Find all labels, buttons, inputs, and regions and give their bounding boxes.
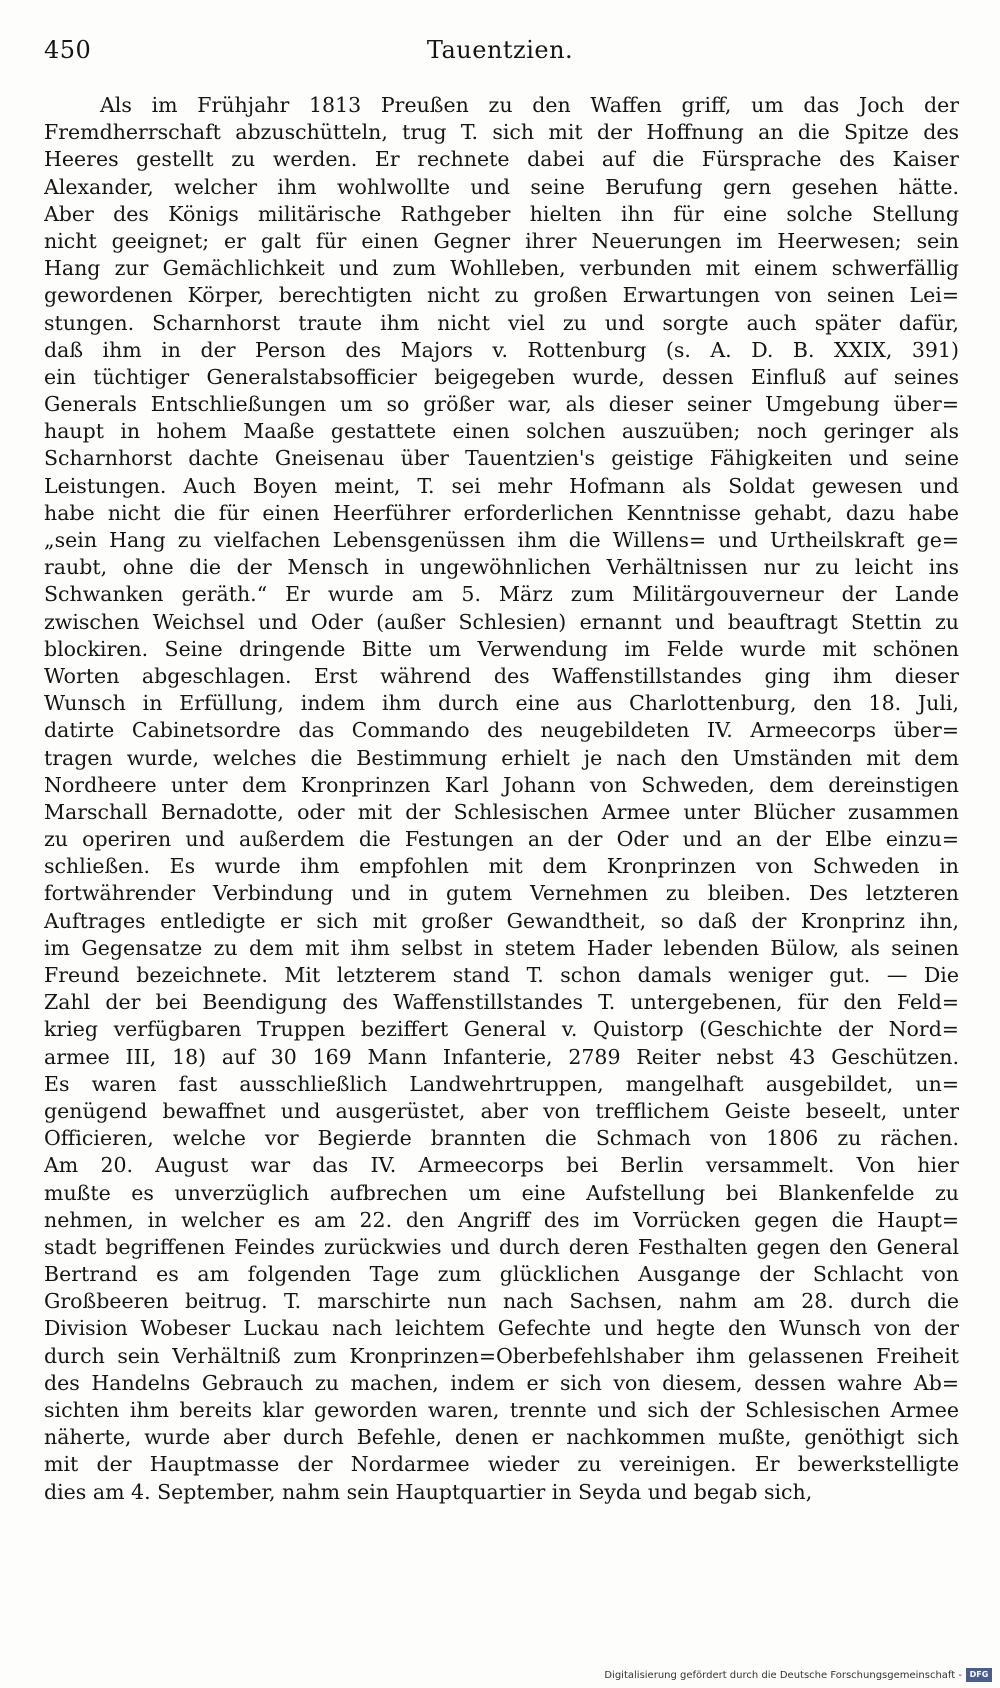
body-text (44, 92, 959, 1506)
text-line: genügend bewaffnet und ausgerüstet, aber von trefflichem Geiste beseelt, unter (44, 1098, 959, 1123)
text-line: Wunsch in Erfüllung, indem ihm durch eine aus Charlottenburg, den 18. Juli, (44, 691, 959, 716)
text-line: Zahl der bei Beendigung des Waffenstillstandes T. untergebenen, für den Feld= (44, 990, 959, 1015)
text-line: Worten abgeschlagen. Erst während des Waffenstillstandes ging ihm dieser (44, 663, 959, 688)
text-line: Alexander, welcher ihm wohlwollte und seine Berufung gern gesehen hätte. (44, 174, 959, 199)
text-line: armee III, 18) auf 30 169 Mann Infanterie, 2789 Reiter nebst 43 Geschützen. (44, 1044, 959, 1069)
text-line: durch sein Verhältniß zum Kronprinzen=Oberbefehlshaber ihm gelassenen Freiheit (44, 1343, 959, 1368)
text-line: raubt, ohne die der Mensch in ungewöhnlichen Verhältnissen nur zu leicht ins (44, 555, 959, 580)
text-line: schließen. Es wurde ihm empfohlen mit dem Kronprinzen von Schweden in (44, 854, 959, 879)
text-line: stadt begriffenen Feindes zurückwies und durch deren Festhalten gegen den General (44, 1234, 959, 1259)
text-line: Großbeeren beitrug. T. marschirte nun nach Sachsen, nahm am 28. durch die (44, 1289, 959, 1314)
text-line: stungen. Scharnhorst traute ihm nicht viel zu und sorgte auch später dafür, (44, 310, 959, 335)
text-line: zu operiren und außerdem die Festungen an der Oder und an der Elbe einzu= (44, 827, 959, 852)
text-line: Freund bezeichnete. Mit letzterem stand T. schon damals weniger gut. — Die (44, 963, 959, 987)
text-line: Marschall Bernadotte, oder mit der Schlesischen Armee unter Blücher zusammen (44, 799, 959, 824)
text-line: mußte es unverzüglich aufbrechen um eine Aufstellung bei Blankenfelde zu (44, 1180, 959, 1205)
credit-text: Digitalisierung gefördert durch die Deutsche Forschungsgemeinschaft - (604, 1669, 962, 1681)
text-line: Auftrages entledigte er sich mit großer Gewandtheit, so daß der Kronprinz ihn, (44, 908, 959, 933)
text-line: im Gegensatze zu dem mit ihm selbst in stetem Hader lebenden Bülow, als seinen (44, 935, 959, 960)
text-line: dies am 4. September, nahm sein Hauptquartier in Seyda und begab sich, (44, 1479, 813, 1504)
text-line: ein tüchtiger Generalstabsofficier beigegeben wurde, dessen Einfluß auf seines (44, 364, 959, 389)
text-line: zwischen Weichsel und Oder (außer Schlesien) ernannt und beauftragt Stettin zu (44, 609, 959, 634)
text-line: Fremdherrschaft abzuschütteln, trug T. sich mit der Hoffnung an die Spitze des (44, 120, 959, 145)
text-line: sichten ihm bereits klar geworden waren, trennte und sich der Schlesischen Armee (44, 1398, 959, 1422)
text-line: Officieren, welche vor Begierde brannten die Schmach von 1806 zu rächen. (44, 1126, 959, 1151)
running-title: Tauentzien. (426, 36, 574, 64)
text-line: Aber des Königs militärische Rathgeber hielten ihn für eine solche Stellung (44, 201, 959, 226)
text-line: Heeres gestellt zu werden. Er rechnete dabei auf die Fürsprache des Kaiser (44, 147, 959, 172)
dfg-logo: DFG (966, 1668, 992, 1682)
text-line: Division Wobeser Luckau nach leichtem Gefechte und hegte den Wunsch von der (44, 1316, 959, 1341)
text-line: näherte, wurde aber durch Befehle, denen er nachkommen mußte, genöthigt sich (44, 1425, 959, 1450)
text-line: Nordheere unter dem Kronprinzen Karl Johann von Schweden, dem dereinstigen (44, 772, 959, 797)
text-line: datirte Cabinetsordre das Commando des neugebildeten IV. Armeecorps über= (44, 718, 959, 743)
text-line: Scharnhorst dachte Gneisenau über Tauentzien's geistige Fähigkeiten und seine (44, 446, 959, 471)
text-line: nicht geeignet; er galt für einen Gegner ihrer Neuerungen im Heerwesen; sein (44, 228, 959, 253)
text-line: gewordenen Körper, berechtigten nicht zu großen Erwartungen von seinen Lei= (44, 283, 959, 308)
text-line: Leistungen. Auch Boyen meint, T. sei mehr Hofmann als Soldat gewesen und (44, 473, 959, 498)
text-line: habe nicht die für einen Heerführer erforderlichen Kenntnisse gehabt, dazu habe (44, 500, 959, 525)
text-line: fortwährender Verbindung und in gutem Vernehmen zu bleiben. Des letzteren (44, 881, 959, 906)
text-line: haupt in hohem Maaße gestattete einen solchen auszuüben; noch geringer als (44, 419, 959, 444)
text-line: daß ihm in der Person des Majors v. Rottenburg (s. A. D. B. XXIX, 391) (44, 337, 959, 362)
page-number: 450 (44, 36, 92, 64)
text-line: Generals Entschließungen um so größer war, als dieser seiner Umgebung über= (44, 392, 959, 417)
text-line: Bertrand es am folgenden Tage zum glücklichen Ausgange der Schlacht von (44, 1262, 959, 1287)
text-line: tragen wurde, welches die Bestimmung erhielt je nach den Umständen mit dem (44, 745, 959, 770)
text-line: Es waren fast ausschließlich Landwehrtruppen, mangelhaft ausgebildet, un= (44, 1071, 959, 1096)
text-line: nehmen, in welcher es am 22. den Angriff des im Vorrücken gegen die Haupt= (44, 1207, 959, 1232)
text-line: krieg verfügbaren Truppen beziffert General v. Quistorp (Geschichte der Nord= (44, 1017, 959, 1042)
digitization-credit (604, 1668, 992, 1682)
text-line: Als im Frühjahr 1813 Preußen zu den Waffen griff, um das Joch der (100, 93, 959, 117)
text-line: Am 20. August war das IV. Armeecorps bei Berlin versammelt. Von hier (44, 1153, 959, 1178)
text-line: Hang zur Gemächlichkeit und zum Wohlleben, verbunden mit einem schwerfällig (44, 256, 959, 281)
text-line: Schwanken geräth.“ Er wurde am 5. März zum Militärgouverneur der Lande (44, 582, 959, 607)
text-line: blockiren. Seine dringende Bitte um Verwendung im Felde wurde mit schönen (44, 636, 959, 661)
text-line: mit der Hauptmasse der Nordarmee wieder zu vereinigen. Er bewerkstelligte (44, 1452, 959, 1477)
text-line: des Handelns Gebrauch zu machen, indem er sich von diesem, dessen wahre Ab= (44, 1370, 959, 1395)
text-line: „sein Hang zu vielfachen Lebensgenüssen ihm die Willens= und Urtheilskraft ge= (44, 528, 959, 552)
